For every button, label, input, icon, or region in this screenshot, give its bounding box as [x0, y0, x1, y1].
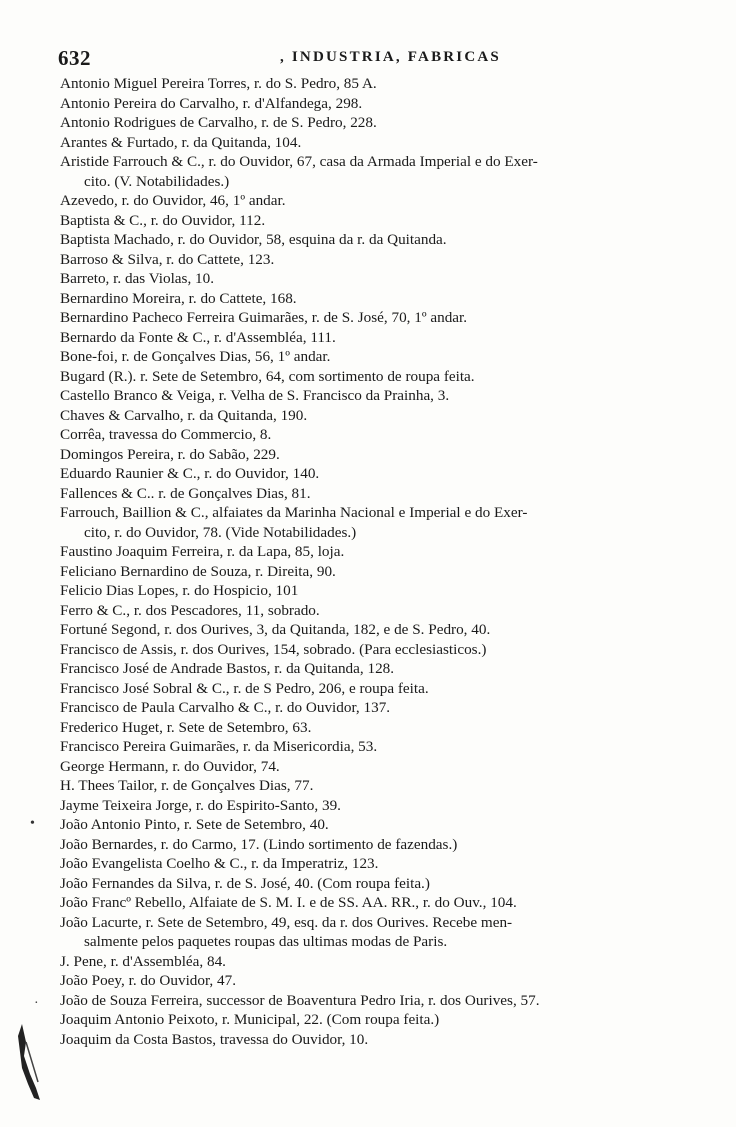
entry-text: João Lacurte, r. Sete de Setembro, 49, esq. da r. dos Ourives. Recebe men-: [60, 913, 513, 931]
directory-entry: [60, 659, 708, 679]
entry-text: H. Thees Tailor, r. de Gonçalves Dias, 77.: [60, 777, 314, 794]
directory-entry: [60, 913, 708, 952]
entry-text: Farrouch, Baillion & C., alfaiates da Marinha Nacional e Imperial e do Exer-: [60, 504, 528, 521]
directory-entry: [60, 679, 708, 699]
entry-text: Fortuné Segond, r. dos Ourives, 3, da Quitanda, 182, e de S. Pedro, 40.: [60, 621, 491, 638]
directory-entry: [60, 542, 708, 562]
entry-continuation: cito. (V. Notabilidades.): [84, 172, 230, 190]
entry-text: Castello Branco & Veiga, r. Velha de S. Francisco da Prainha, 3.: [60, 387, 450, 404]
directory-entry: [60, 484, 708, 504]
page-header: [58, 46, 698, 70]
directory-entry: [60, 94, 708, 114]
directory-entry: [60, 718, 708, 738]
entry-text: Antonio Miguel Pereira Torres, r. do S. Pedro, 85 A.: [60, 75, 377, 92]
directory-entry: [60, 425, 708, 445]
entry-text: Bernardo da Fonte & C., r. d'Assembléa, 111.: [60, 328, 336, 346]
directory-entry: [60, 796, 708, 816]
directory-entry: [60, 835, 708, 855]
entry-list: [60, 74, 708, 1049]
entry-text: João Bernardes, r. do Carmo, 17. (Lindo sortimento de fazendas.): [60, 835, 458, 853]
entry-text: George Hermann, r. do Ouvidor, 74.: [60, 757, 280, 775]
entry-continuation: salmente pelos paquetes roupas das ultimas modas de Paris.: [84, 933, 448, 950]
entry-text: Azevedo, r. do Ouvidor, 46, 1º andar.: [60, 192, 286, 209]
entry-text: Francisco de Paula Carvalho & C., r. do Ouvidor, 137.: [60, 699, 391, 716]
directory-entry: [60, 211, 708, 231]
directory-entry: [60, 367, 708, 387]
entry-text: Arantes & Furtado, r. da Quitanda, 104.: [60, 133, 302, 151]
directory-entry: [60, 601, 708, 621]
directory-entry: [60, 308, 708, 328]
entry-text: Frederico Huget, r. Sete de Setembro, 63.: [60, 718, 312, 736]
entry-text: João Poey, r. do Ouvidor, 47.: [60, 972, 237, 989]
directory-entry: [60, 952, 708, 972]
entry-text: Barroso & Silva, r. do Cattete, 123.: [60, 250, 275, 268]
entry-continuation: cito, r. do Ouvidor, 78. (Vide Notabilidades.): [84, 523, 357, 541]
directory-entry: [60, 991, 708, 1011]
entry-text: Antonio Rodrigues de Carvalho, r. de S. Pedro, 228.: [60, 114, 377, 131]
directory-entry: [60, 503, 708, 542]
entry-text: João Antonio Pinto, r. Sete de Setembro, 40.: [60, 816, 329, 833]
directory-entry: [60, 289, 708, 309]
entry-text: J. Pene, r. d'Assembléa, 84.: [60, 952, 226, 970]
page-number: 632: [58, 46, 91, 70]
entry-text: Francisco José de Andrade Bastos, r. da Quitanda, 128.: [60, 660, 395, 677]
directory-entry: [60, 269, 708, 289]
entry-text: Bernardino Pacheco Ferreira Guimarães, r. de S. José, 70, 1º andar.: [60, 309, 468, 326]
margin-dot: ·: [34, 996, 39, 1011]
entry-text: Fallences & C.. r. de Gonçalves Dias, 81.: [60, 484, 311, 502]
directory-entry: [60, 757, 708, 777]
directory-entry: [60, 133, 708, 153]
directory-entry: [60, 347, 708, 367]
entry-text: Francisco José Sobral & C., r. de S Pedro, 206, e roupa feita.: [60, 679, 429, 697]
entry-text: Francisco de Assis, r. dos Ourives, 154, sobrado. (Para ecclesiasticos.): [60, 640, 487, 658]
entry-text: Chaves & Carvalho, r. da Quitanda, 190.: [60, 406, 308, 424]
margin-dot: •: [30, 816, 35, 831]
directory-entry: [60, 152, 708, 191]
directory-entry: [60, 250, 708, 270]
entry-text: Eduardo Raunier & C., r. do Ouvidor, 140.: [60, 465, 320, 482]
entry-text: Joaquim Antonio Peixoto, r. Municipal, 22. (Com roupa feita.): [60, 1011, 440, 1028]
entry-text: Barreto, r. das Violas, 10.: [60, 270, 215, 287]
margin-pen-mark-icon: [14, 1022, 44, 1102]
entry-text: João Evangelista Coelho & C., r. da Imperatriz, 123.: [60, 855, 379, 872]
directory-entry: [60, 971, 708, 991]
directory-entry: [60, 776, 708, 796]
running-head: , INDUSTRIA, FABRICAS: [280, 49, 501, 65]
directory-entry: [60, 640, 708, 660]
entry-text: Bernardino Moreira, r. do Cattete, 168.: [60, 289, 297, 307]
entry-text: Joaquim da Costa Bastos, travessa do Ouvidor, 10.: [60, 1030, 369, 1048]
directory-entry: [60, 620, 708, 640]
entry-text: Bugard (R.). r. Sete de Setembro, 64, com sortimento de roupa feita.: [60, 367, 475, 385]
directory-entry: [60, 1030, 708, 1050]
directory-entry: [60, 737, 708, 757]
directory-entry: [60, 815, 708, 835]
directory-entry: [60, 328, 708, 348]
entry-text: Aristide Farrouch & C., r. do Ouvidor, 67, casa da Armada Imperial e do Exer-: [60, 153, 538, 170]
entry-text: Domingos Pereira, r. do Sabão, 229.: [60, 445, 280, 463]
entry-text: João Fernandes da Silva, r. de S. José, 40. (Com roupa feita.): [60, 874, 430, 892]
entry-text: Francisco Pereira Guimarães, r. da Misericordia, 53.: [60, 738, 378, 755]
entry-text: Corrêa, travessa do Commercio, 8.: [60, 426, 272, 443]
directory-entry: [60, 562, 708, 582]
entry-text: Antonio Pereira do Carvalho, r. d'Alfandega, 298.: [60, 94, 363, 112]
directory-entry: [60, 1010, 708, 1030]
directory-entry: [60, 854, 708, 874]
entry-text: Feliciano Bernardino de Souza, r. Direita, 90.: [60, 562, 336, 580]
entry-text: Baptista & C., r. do Ouvidor, 112.: [60, 211, 266, 229]
directory-entry: [60, 893, 708, 913]
entry-text: Ferro & C., r. dos Pescadores, 11, sobrado.: [60, 601, 320, 619]
entry-text: Baptista Machado, r. do Ouvidor, 58, esquina da r. da Quitanda.: [60, 231, 447, 248]
entry-text: João de Souza Ferreira, successor de Boaventura Pedro Iria, r. dos Ourives, 57.: [60, 991, 540, 1009]
entry-text: João Francº Rebello, Alfaiate de S. M. I. e de SS. AA. RR., r. do Ouv., 104.: [60, 894, 517, 911]
directory-entry: [60, 874, 708, 894]
entry-text: Felicio Dias Lopes, r. do Hospicio, 101: [60, 582, 299, 599]
directory-entry: [60, 386, 708, 406]
entry-text: Faustino Joaquim Ferreira, r. da Lapa, 85, loja.: [60, 543, 345, 560]
directory-entry: [60, 698, 708, 718]
entry-text: Bone-foi, r. de Gonçalves Dias, 56, 1º andar.: [60, 348, 331, 365]
directory-entry: [60, 230, 708, 250]
directory-entry: [60, 445, 708, 465]
directory-entry: [60, 464, 708, 484]
entry-text: Jayme Teixeira Jorge, r. do Espirito-Santo, 39.: [60, 796, 341, 814]
directory-entry: [60, 581, 708, 601]
directory-entry: [60, 74, 708, 94]
directory-entry: [60, 406, 708, 426]
directory-entry: [60, 191, 708, 211]
directory-entry: [60, 113, 708, 133]
